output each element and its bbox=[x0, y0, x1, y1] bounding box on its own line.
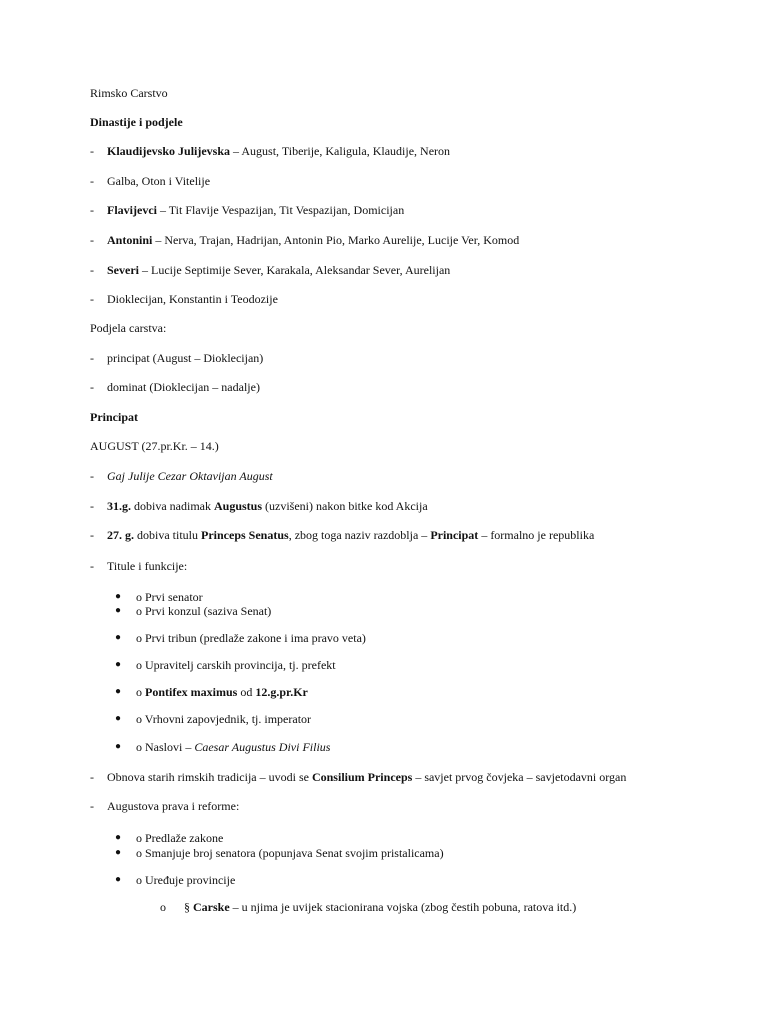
bullet-marker: ● bbox=[115, 832, 122, 843]
dash-marker: - bbox=[90, 144, 94, 158]
bullet-marker: ● bbox=[115, 874, 122, 885]
dash-marker: - bbox=[90, 380, 94, 394]
dash-marker: - bbox=[90, 203, 94, 217]
dash-marker: - bbox=[90, 469, 94, 483]
dash-marker: - bbox=[90, 174, 94, 188]
dash-marker: - bbox=[90, 499, 94, 513]
bullet-marker: ● bbox=[115, 847, 122, 858]
dash-marker: - bbox=[90, 292, 94, 306]
sub-marker: o bbox=[160, 900, 166, 914]
bullet-marker: ● bbox=[115, 605, 122, 616]
dash-marker: - bbox=[90, 351, 94, 365]
dash-marker: - bbox=[90, 528, 94, 542]
august-heading: AUGUST (27.pr.Kr. – 14.) bbox=[90, 439, 219, 453]
podjela-label: Podjela carstva: bbox=[90, 321, 167, 335]
bullet-marker: ● bbox=[115, 632, 122, 643]
dash-marker: - bbox=[90, 770, 94, 784]
doc-title: Rimsko Carstvo bbox=[90, 86, 168, 100]
dash-marker: - bbox=[90, 263, 94, 277]
bullet-marker: ● bbox=[115, 713, 122, 724]
bullet-marker: ● bbox=[115, 659, 122, 670]
heading-dinastije: Dinastije i podjele bbox=[90, 115, 183, 129]
dash-marker: - bbox=[90, 559, 94, 573]
dash-marker: - bbox=[90, 799, 94, 813]
bullet-marker: ● bbox=[115, 741, 122, 752]
dash-marker: - bbox=[90, 233, 94, 247]
bullet-marker: ● bbox=[115, 686, 122, 697]
bullet-marker: ● bbox=[115, 591, 122, 602]
heading-principat: Principat bbox=[90, 410, 138, 424]
